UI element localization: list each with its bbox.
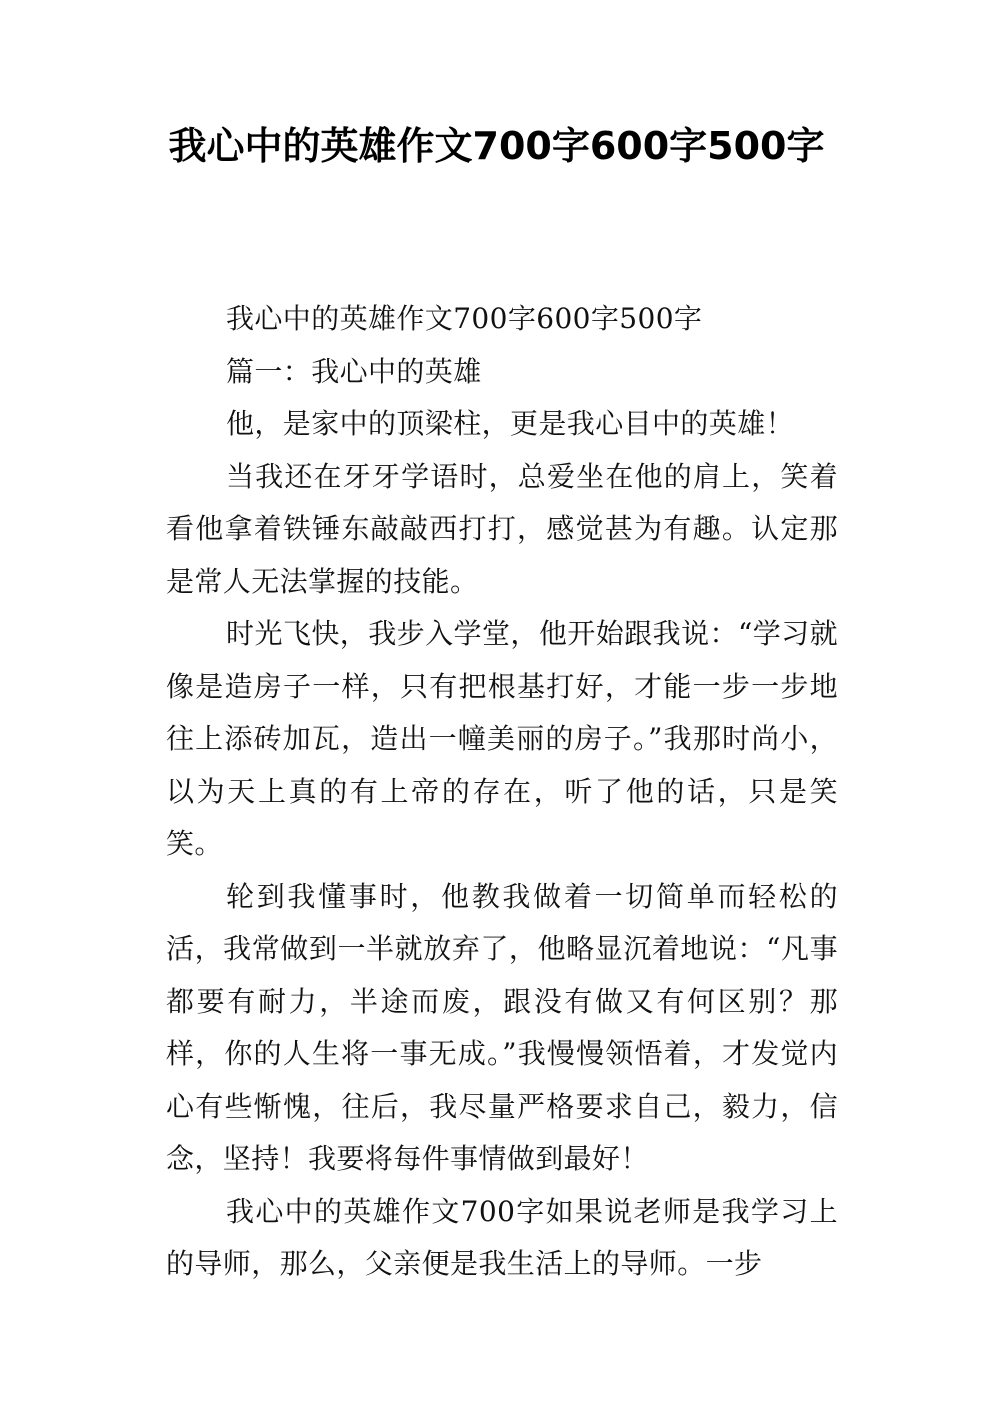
- paragraph: 时光飞快，我步入学堂，他开始跟我说：“学习就像是造房子一样，只有把根基打好，才能一步一步地往上添砖加瓦，造出一幢美丽的房子。”我那时尚小，以为天上真的有上帝的存在，听了他的话，只是笑笑。: [166, 617, 838, 860]
- paragraph: 轮到我懂事时，他教我做着一切简单而轻松的活，我常做到一半就放弃了，他略显沉着地说：“凡事都要有耐力，半途而废，跟没有做又有何区别？那样，你的人生将一事无成。”我慢慢领悟着，才发觉内心有些惭愧，往后，我尽量严格要求自己，毅力，信念，坚持！我要将每件事情做到最好！: [166, 879, 838, 1175]
- paragraph: 我心中的英雄作文700字如果说老师是我学习上的导师，那么，父亲便是我生活上的导师。一步: [166, 1194, 838, 1280]
- document-body: [166, 293, 838, 1291]
- paragraph-subtitle: 我心中的英雄作文700字600字500字: [226, 302, 703, 335]
- paragraph-section-heading: 篇一：我心中的英雄: [226, 354, 482, 388]
- paragraph: 当我还在牙牙学语时，总爱坐在他的肩上，笑着看他拿着铁锤东敲敲西打打，感觉甚为有趣。认定那是常人无法掌握的技能。: [166, 459, 838, 598]
- paragraph: 他，是家中的顶梁柱，更是我心目中的英雄！: [226, 407, 795, 440]
- document-title: 我心中的英雄作文700字600字500字: [168, 124, 825, 168]
